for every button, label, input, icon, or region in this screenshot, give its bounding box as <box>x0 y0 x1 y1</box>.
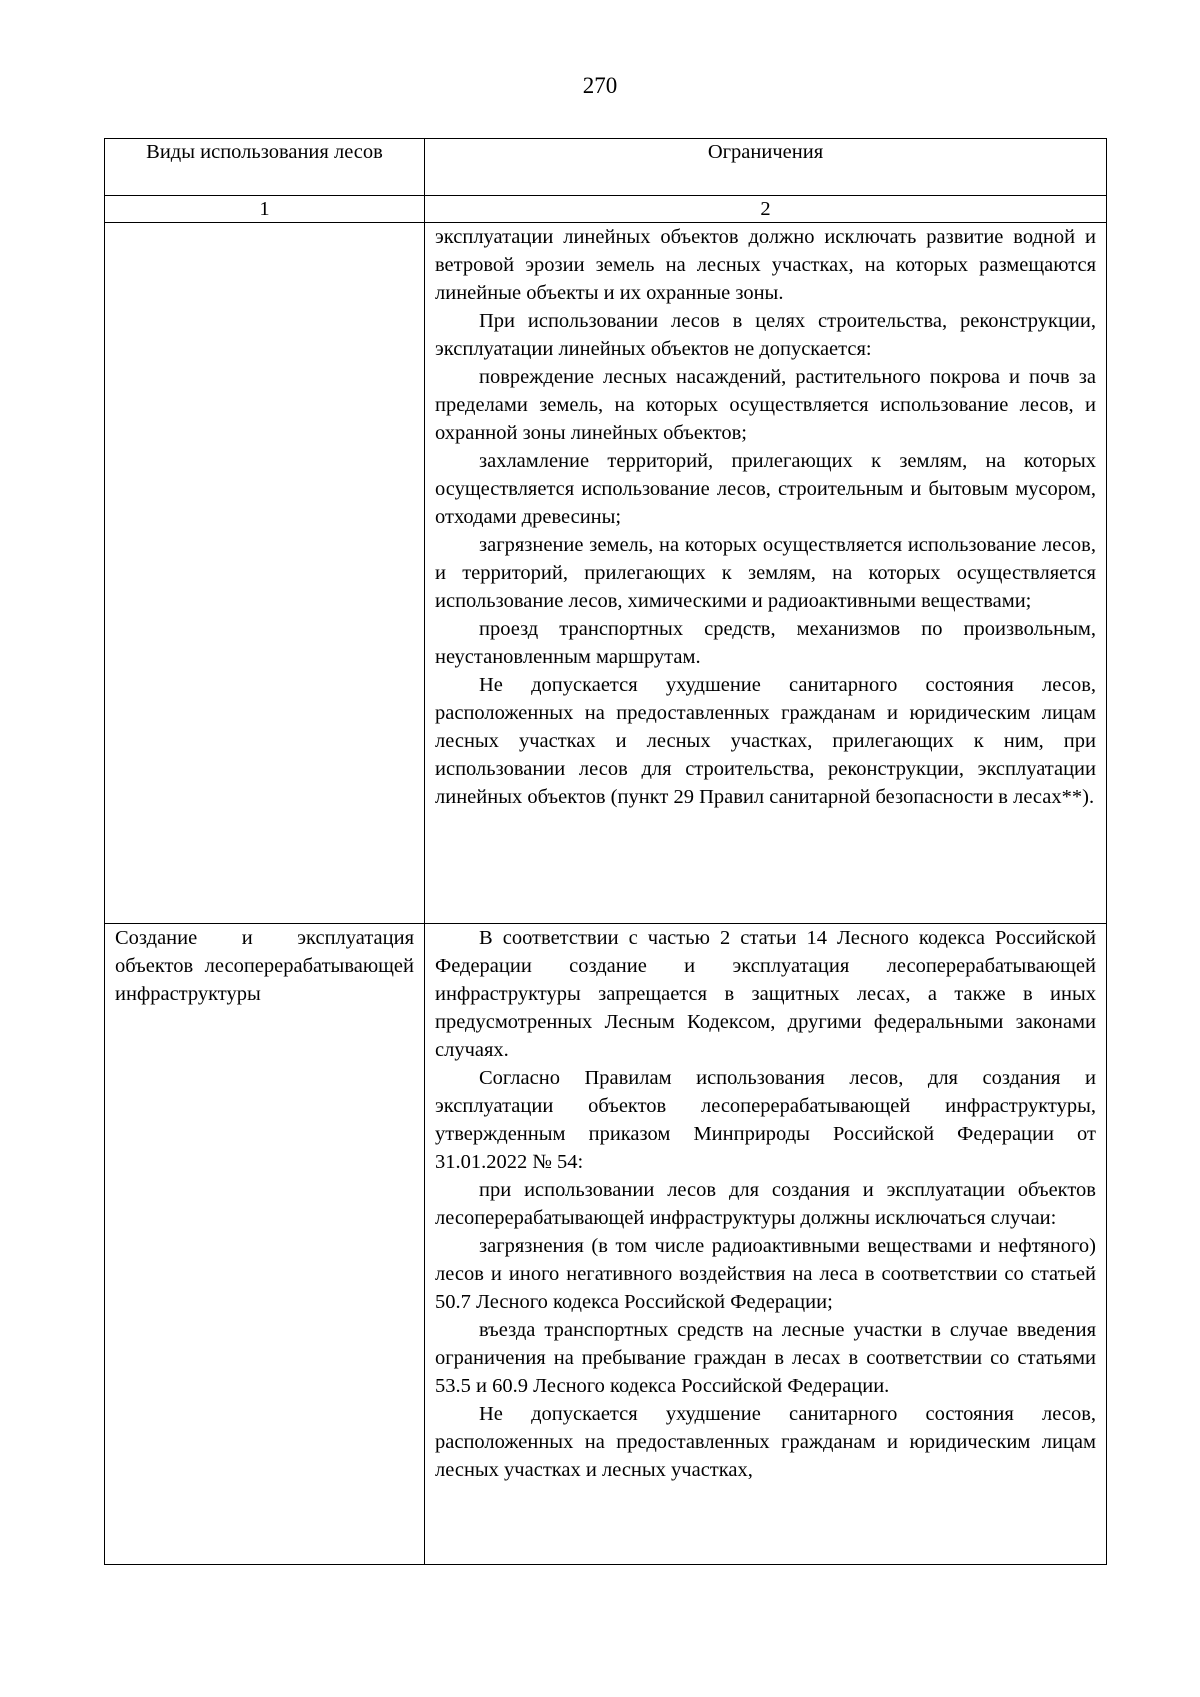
restriction-paragraph: При использовании лесов в целях строительства, реконструкции, эксплуатации линейных объектов не допускается: <box>435 310 1096 360</box>
restriction-paragraph: Согласно Правилам использования лесов, для создания и эксплуатации объектов лесоперерабатывающей инфраструктуры, утвержденным приказом Минприроды Российской Федерации от 31.01.2022 № 54: <box>435 1067 1096 1173</box>
restriction-paragraph: загрязнения (в том числе радиоактивными веществами и нефтяного) лесов и иного негативного воздействия на леса в соответствии со статьей 50.7 Лесного кодекса Российской Федерации; <box>435 1235 1096 1313</box>
restrictions-cell <box>425 924 1107 1565</box>
restriction-paragraph: проезд транспортных средств, механизмов по произвольным, неустановленным маршрутам. <box>435 618 1096 668</box>
restrictions-cell <box>425 223 1107 924</box>
forest-use-type-cell: Создание и эксплуатация объектов лесоперерабатывающей инфраструктуры <box>105 924 425 1565</box>
restriction-paragraph: В соответствии с частью 2 статьи 14 Лесного кодекса Российской Федерации создание и эксплуатация лесоперерабатывающей инфраструктуры запрещается в защитных лесах, а также в иных предусмотренных Лесным Кодексом, другими федеральными законами случаях. <box>435 927 1096 1061</box>
restriction-paragraph: при использовании лесов для создания и эксплуатации объектов лесоперерабатывающей инфраструктуры должны исключаться случаи: <box>435 1179 1096 1229</box>
table-row <box>105 924 1107 1565</box>
table-header-row <box>105 139 1107 196</box>
page-number: 270 <box>582 73 618 98</box>
restriction-paragraph: загрязнение земель, на которых осуществляется использование лесов, и территорий, прилегающих к землям, на которых осуществляется использование лесов, химическими и радиоактивными веществами; <box>435 534 1096 612</box>
header-forest-use-types: Виды использования лесов <box>105 139 425 196</box>
restriction-paragraph: повреждение лесных насаждений, растительного покрова и почв за пределами земель, на которых осуществляется использование лесов, и охранной зоны линейных объектов; <box>435 366 1096 444</box>
restriction-paragraph: въезда транспортных средств на лесные участки в случае введения ограничения на пребывание граждан в лесах в соответствии со статьями 53.5 и 60.9 Лесного кодекса Российской Федерации. <box>435 1319 1096 1397</box>
column-number-2: 2 <box>425 196 1107 223</box>
column-number-1: 1 <box>105 196 425 223</box>
forest-use-type-cell <box>105 223 425 924</box>
restriction-paragraph: Не допускается ухудшение санитарного состояния лесов, расположенных на предоставленных гражданам и юридическим лицам лесных участках и лесных участках, прилегающих к ним, при использовании лесов для строительства, реконструкции, эксплуатации линейных объектов (пункт 29 Правил санитарной безопасности в лесах**). <box>435 674 1096 808</box>
restriction-paragraph: захламление территорий, прилегающих к землям, на которых осуществляется использование лесов, строительным и бытовым мусором, отходами древесины; <box>435 450 1096 528</box>
restriction-paragraph: Не допускается ухудшение санитарного состояния лесов, расположенных на предоставленных гражданам и юридическим лицам лесных участках и лесных участках, <box>435 1403 1096 1481</box>
restriction-paragraph: эксплуатации линейных объектов должно исключать развитие водной и ветровой эрозии земель на лесных участках, на которых размещаются линейные объекты и их охранные зоны. <box>435 226 1096 304</box>
header-restrictions: Ограничения <box>425 139 1107 196</box>
table-row <box>105 223 1107 924</box>
restrictions-table <box>104 138 1107 1565</box>
column-number-row <box>105 196 1107 223</box>
